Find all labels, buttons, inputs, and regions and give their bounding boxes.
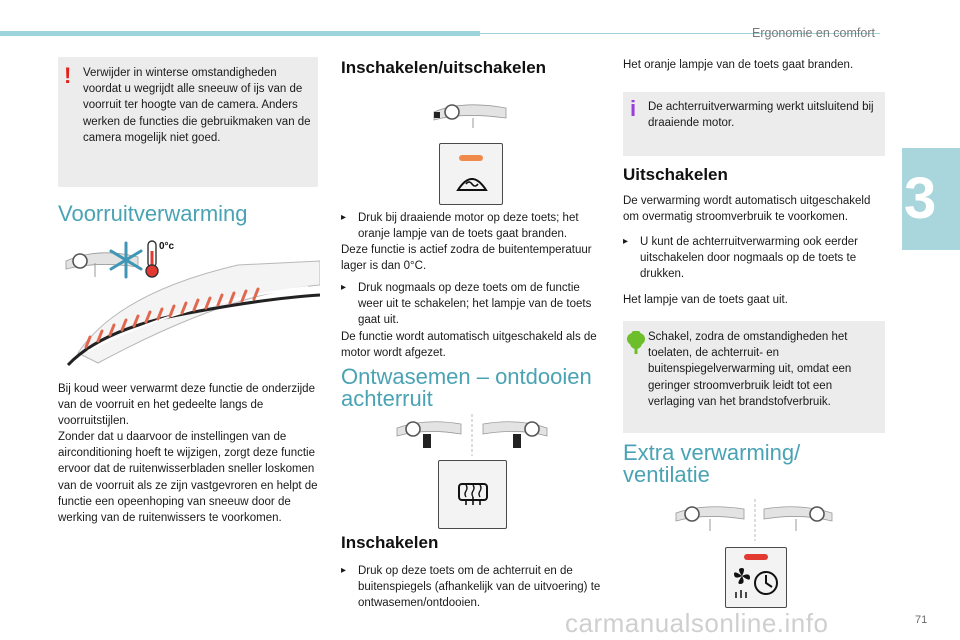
temperature-label: 0°c <box>159 241 175 252</box>
heading-voorruitverwarming: Voorruitverwarming <box>58 201 248 226</box>
thermometer-icon <box>146 241 158 277</box>
paragraph-voorruit-2: Zonder dat u daarvoor de instellingen van de airconditioning hoeft te wijzigen, zorgt deze functie ervoor dat de ruitenwisserbladen sneller loskomen van de voorruit als ze zijn vastgevroren en helpt de functie een opeenhoping van sneeuw door de werking van de ruitenwissers te voorkomen. <box>58 431 318 525</box>
text-inschakelen-1: Deze functie is actief zodra de buitentemperatuur lager is dan 0°C. <box>341 244 592 273</box>
text-uitschakelen-1: De verwarming wordt automatisch uitgeschakeld om overmatig stroomverbruik te voorkomen. <box>623 195 871 224</box>
paragraph-voorruit-1: Bij koud weer verwarmt deze functie de onderzijde van de voorruit en het gedeelte langs de voorruitstijlen. <box>58 383 315 428</box>
red-indicator-light <box>744 554 768 560</box>
bullet-inschakelen-2: ▸ Druk nogmaals op deze toets om de functie weer uit te schakelen; het lampje van de toets gaat uit. <box>341 282 592 326</box>
info-icon: i <box>630 96 637 121</box>
extra-heating-button[interactable] <box>725 547 787 608</box>
section-title: Ergonomie en comfort <box>752 26 875 40</box>
exclamation-icon: ! <box>64 63 72 88</box>
text-inschakelen-2: De functie wordt automatisch uitgeschakeld als de motor wordt afgezet. <box>341 331 597 360</box>
front-defrost-icon <box>456 170 488 192</box>
eco-text: Schakel, zodra de omstandigheden het toelaten, de achterruit- en buitenspiegelverwarming uit, omdat een geringer stroomverbruik leidt tot een verlaging van het brandstofverbruik. <box>648 331 852 408</box>
warning-box <box>58 57 318 187</box>
text-uitschakelen-2: Het lampje van de toets gaat uit. <box>623 294 788 306</box>
text-lampje-branden: Het oranje lampje van de toets gaat branden. <box>623 59 854 71</box>
warning-text: Verwijder in winterse omstandigheden voordat u wegrijdt alle sneeuw of ijs van de voorruit ter hoogte van de camera. Anders werken de functies die gebruikmaken van de camera mogelijk niet goed. <box>83 67 311 144</box>
bullet-inschakelen-1: ▸ Druk bij draaiende motor op deze toets; het oranje lampje van de toets gaat branden. <box>341 212 579 240</box>
windshield-heating-button[interactable] <box>439 143 503 205</box>
bullet-uitschakelen: ▸ U kunt de achterruitverwarming ook eerder uitschakelen door nogmaals op de toets te drukken. <box>623 236 858 280</box>
steering-wheel-diagram <box>432 98 510 134</box>
bullet-arrow-icon: ▸ <box>623 236 629 247</box>
dual-steering-diagram <box>395 412 550 458</box>
heading-ontwasemen: Ontwasemen – ontdooien achterruit <box>341 364 592 411</box>
rear-defrost-button[interactable] <box>438 460 507 529</box>
heading-extra-verwarming: Extra verwarming/ ventilatie <box>623 440 801 487</box>
windshield-illustration <box>58 233 320 368</box>
page-number: 71 <box>915 614 928 626</box>
bullet-arrow-icon: ▸ <box>341 212 347 223</box>
chapter-number: 3 <box>904 166 937 231</box>
fan-icon <box>734 568 750 584</box>
heating-timer-icon <box>732 566 780 600</box>
heading-uitschakelen: Uitschakelen <box>623 165 728 184</box>
bullet-ontwasemen: ▸ Druk op deze toets om de achterruit en de buitenspiegels (afhankelijk van de uitvoering) te ontwasemen/ontdooien. <box>341 565 601 609</box>
watermark: carmanualsonline.info <box>565 608 829 638</box>
heading-inschakelen: Inschakelen <box>341 533 439 552</box>
eco-box <box>623 321 885 433</box>
bullet-arrow-icon: ▸ <box>341 565 347 576</box>
info-text: De achterruitverwarming werkt uitsluitend bij draaiende motor. <box>648 101 874 130</box>
info-box <box>623 92 885 156</box>
dual-steering-diagram-2 <box>674 497 834 543</box>
bullet-arrow-icon: ▸ <box>341 282 347 293</box>
rear-defrost-icon <box>457 481 489 507</box>
orange-indicator-light <box>459 155 483 161</box>
tree-icon <box>625 331 647 355</box>
header-accent-bar <box>0 31 480 36</box>
heading-inschakelen-uitschakelen: Inschakelen/uitschakelen <box>341 58 547 77</box>
